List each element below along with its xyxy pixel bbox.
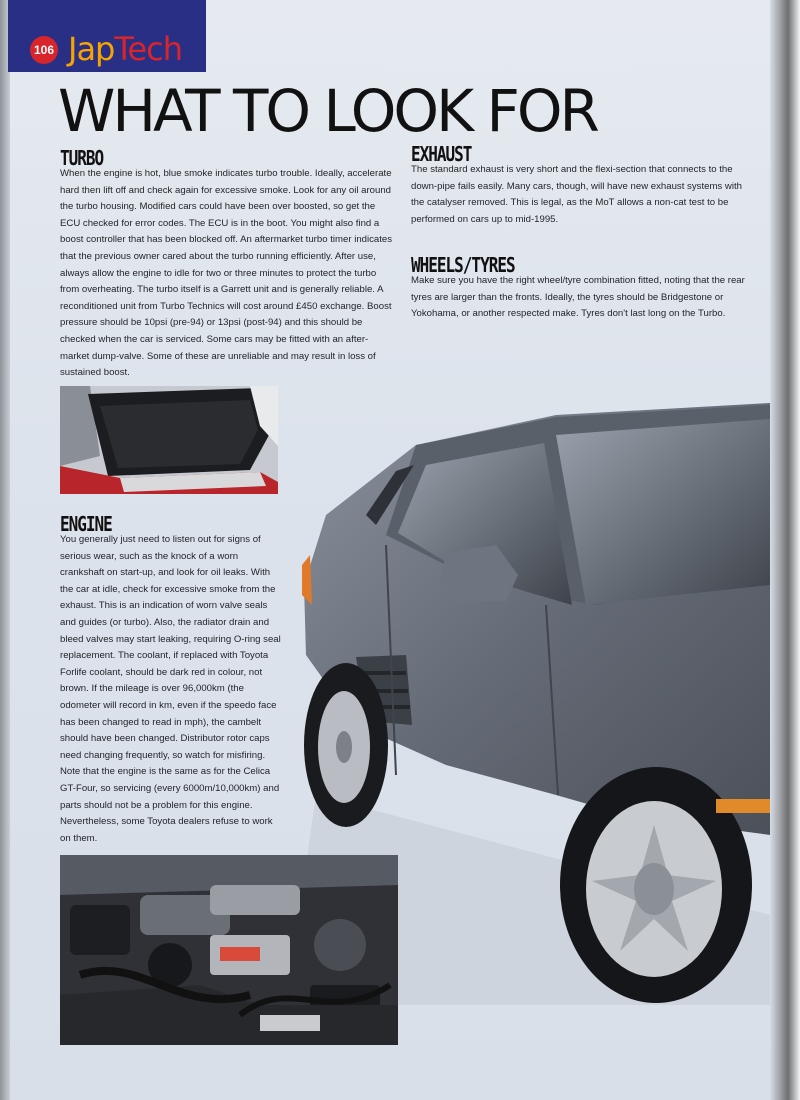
boot-photo — [60, 386, 278, 494]
page-number-badge: 106 — [30, 36, 58, 64]
wheels-tyres-heading: WHEELS/TYRES — [411, 253, 515, 277]
page-title: WHAT TO LOOK FOR — [58, 77, 597, 145]
engine-bay-photo — [60, 855, 398, 1045]
brand-tech: Tech — [114, 30, 183, 68]
page-edge-shadow — [770, 0, 800, 1100]
turbo-heading: TURBO — [60, 146, 104, 170]
brand-logo — [68, 30, 182, 68]
boot-photo-art — [60, 386, 278, 494]
engine-bay-art — [60, 855, 398, 1045]
engine-heading: ENGINE — [60, 512, 112, 536]
exhaust-heading: EXHAUST — [411, 142, 472, 166]
brand-jap: Jap — [68, 30, 115, 68]
page-spine-shadow — [0, 0, 10, 1100]
engine-body: You generally just need to listen out for signs of serious wear, such as the knock of a worn crankshaft on start-up, and look for oil leaks. With the car at idle, check for excessive smoke from the exhaust. This is an indication of worn valve seals and guides (or turbo). Also, the radiator drain and bleed valves may start leaking, requiring O-ring seal replacement. The coolant, if replaced with Toyota Forlife coolant, should be dark red in colour, not brown. If the mileage is over 96,000km (the odometer will record in km, even if the speedo face has been changed to read in mph), the cambelt should have been changed. Distributor rotor caps need changing frequently, so watch for misfiring. Note that the engine is the same as for the Celica GT-Four, so servicing (every 6000m/10,000km) and parts should not be a problem for this engine. Nevertheless, some Toyota dealers refuse to work on them. — [60, 534, 281, 844]
turbo-body: When the engine is hot, blue smoke indicates turbo trouble. Ideally, accelerate hard then lift off and check again for excessive smoke. Look for any oil around the turbo housing. Modified cars could have been over boosted, so get the ECU checked for error codes. The ECU is in the boot. You might also find a boost controller that has been blocked off. An aftermarket turbo timer indicates that the previous owner cared about the turbo running efficiently. After use, always allow the engine to idle for two or three minutes to protect the turbo from overheating. The turbo itself is a Garrett unit and is generally reliable. A reconditioned unit from Turbo Technics will cost around £450 exchange. Boost pressure should be 10psi (pre-94) or 13psi (post-94) and this should be checked when the car is serviced. Some cars may be fitted with an after-market dump-valve. Some of these are unreliable and may result in loss of sustained boost. — [60, 168, 393, 379]
wheels-tyres-body: Make sure you have the right wheel/tyre combination fitted, noting that the rear tyres are larger than the fronts. Ideally, the tyres should be Bridgestone or Yokohama, or another respected make. Tyres don't last long on the Turbo. — [411, 275, 745, 320]
exhaust-body: The standard exhaust is very short and the flexi-section that connects to the down-pipe fails easily. Many cars, though, will have new exhaust systems with the catalyser removed. This is legal, as the MoT allows a non-cat test to be performed on cars up to mid-1995. — [411, 164, 742, 225]
